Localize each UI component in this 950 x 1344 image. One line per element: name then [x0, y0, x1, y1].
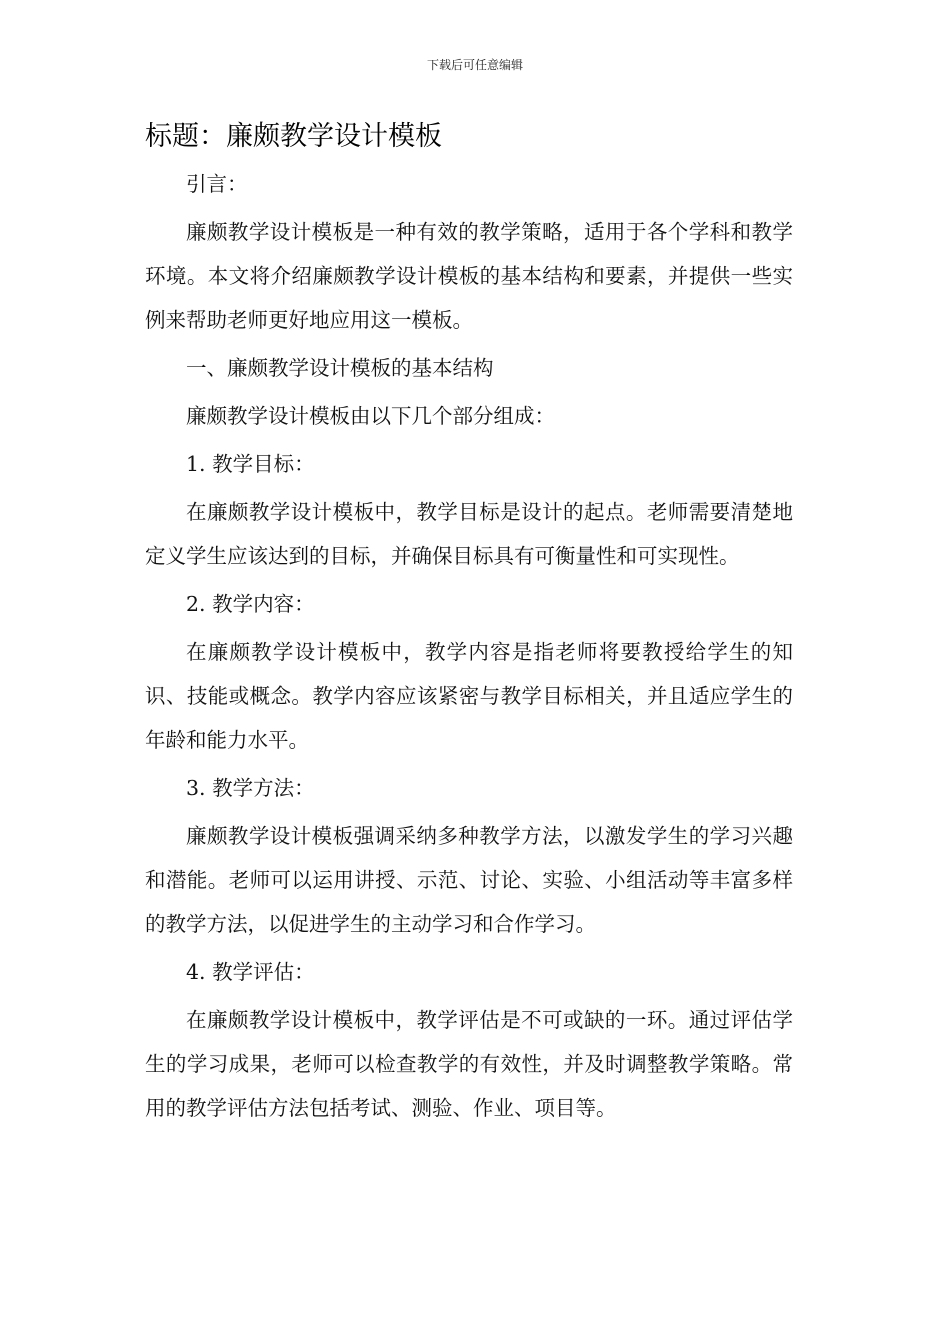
intro-paragraph: 廉颇教学设计模板是一种有效的教学策略，适用于各个学科和教学环境。本文将介绍廉颇教学设计模板的基本结构和要素，并提供一些实例来帮助老师更好地应用这一模板。	[145, 220, 793, 332]
document-body	[145, 162, 793, 1134]
intro-heading: 引言：	[186, 172, 248, 196]
document-title: 标题：廉颇教学设计模板	[145, 121, 442, 152]
item-paragraph-content: 在廉颇教学设计模板中，教学内容是指老师将要教授给学生的知识、技能或概念。教学内容应该紧密与教学目标相关，并且适应学生的年龄和能力水平。	[145, 640, 793, 752]
section-intro: 廉颇教学设计模板由以下几个部分组成：	[186, 404, 555, 428]
section-heading: 一、廉颇教学设计模板的基本结构	[186, 356, 494, 380]
item-heading-objectives: 1. 教学目标：	[186, 452, 315, 476]
item-heading-content: 2. 教学内容：	[186, 592, 315, 616]
item-heading-assessment: 4. 教学评估：	[186, 960, 315, 984]
item-paragraph-objectives: 在廉颇教学设计模板中，教学目标是设计的起点。老师需要清楚地定义学生应该达到的目标，并确保目标具有可衡量性和可实现性。	[145, 500, 793, 568]
item-heading-methods: 3. 教学方法：	[186, 776, 315, 800]
item-paragraph-methods: 廉颇教学设计模板强调采纳多种教学方法，以激发学生的学习兴趣和潜能。老师可以运用讲授、示范、讨论、实验、小组活动等丰富多样的教学方法，以促进学生的主动学习和合作学习。	[145, 824, 793, 936]
item-paragraph-assessment: 在廉颇教学设计模板中，教学评估是不可或缺的一环。通过评估学生的学习成果，老师可以检查教学的有效性，并及时调整教学策略。常用的教学评估方法包括考试、测验、作业、项目等。	[145, 1008, 793, 1120]
page-header-note: 下载后可任意编辑	[426, 58, 523, 72]
